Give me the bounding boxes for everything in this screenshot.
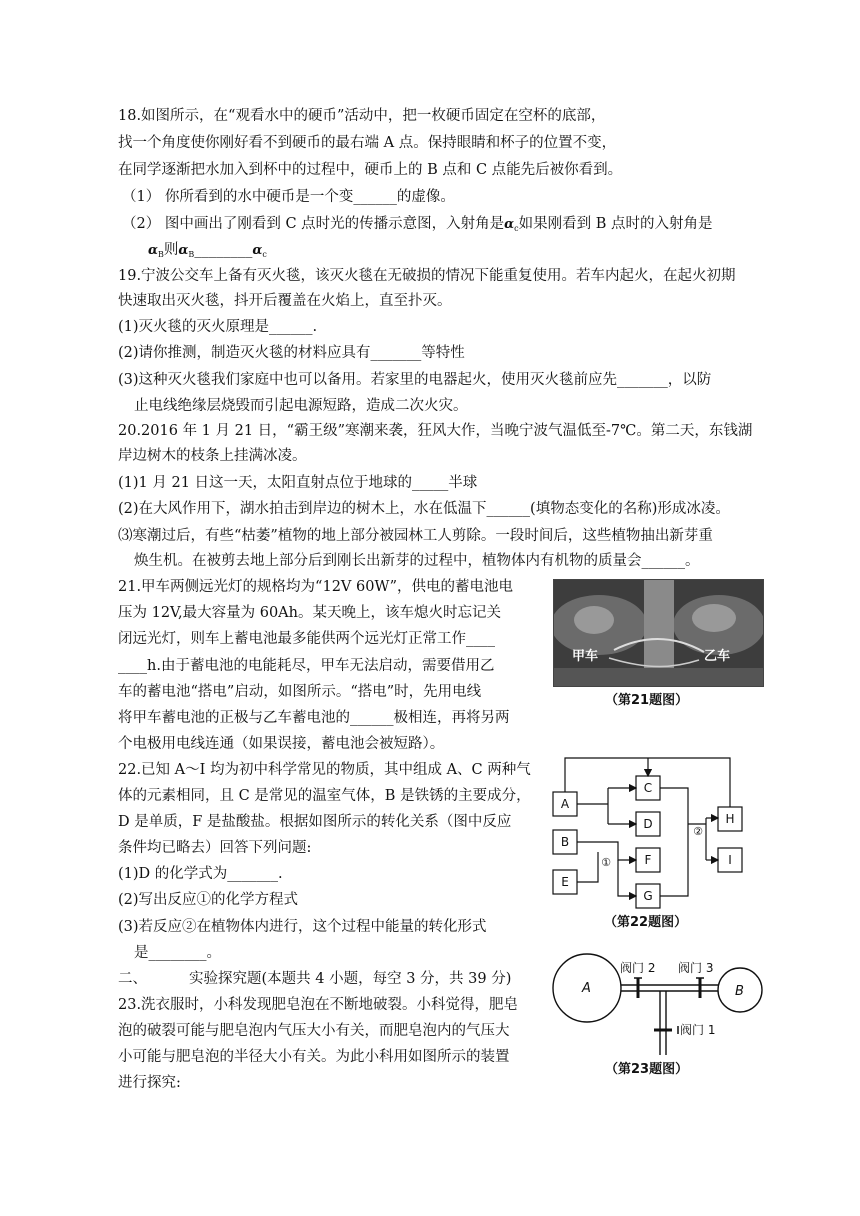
sub-b-2: B [188, 250, 195, 259]
q21-line-6: 将甲车蓄电池的正极与乙车蓄电池的______极相连，再将另两 [118, 710, 510, 726]
section-2-number: 二、 [118, 971, 147, 987]
sub-b: B [158, 250, 164, 259]
q23-caption: （第23题图） [605, 1062, 689, 1077]
box-d-label: D [643, 817, 653, 831]
bubble-a-label: A [582, 981, 591, 996]
q22-line-3: D 是单质，F 是盐酸盐。根据如图所示的转化关系（图中反应 [118, 814, 512, 830]
q21-line-4: ____h.由于蓄电池的电能耗尽，甲车无法启动，需要借用乙 [118, 658, 495, 674]
alpha-c-symbol: α [504, 217, 515, 232]
q22-line-4: 条件均已略去）回答下列问题: [118, 840, 312, 856]
box-b-label: B [560, 835, 570, 849]
q20-sub-3a: ⑶寒潮过后，有些“枯萎”植物的地上部分被园林工人剪除。一段时间后，这些植物抽出新芽重 [118, 528, 713, 544]
box-f-label: F [644, 853, 652, 867]
q19-sub-3a: (3)这种灭火毯我们家庭中也可以备用。若家里的电器起火，使用灭火毯前应先_______，以防 [118, 372, 712, 388]
q18-sub-2 [122, 214, 713, 239]
q18-line-3: 在同学逐渐把水加入到杯中的过程中，硬币上的 B 点和 C 点能先后被你看到。 [118, 162, 623, 178]
section-2-title: 实验探究题(本题共 4 小题，每空 3 分，共 39 分) [189, 971, 512, 987]
q22-caption: （第22题图） [604, 915, 688, 930]
valve-3-label: 阀门 3 [678, 961, 714, 975]
q23-line-4: 进行探究: [118, 1075, 181, 1091]
q21-line-2: 压为 12V,最大容量为 60Ah。某天晚上，该车熄火时忘记关 [118, 605, 501, 621]
bubble-b-label: B [735, 984, 744, 999]
box-c-label: C [643, 781, 653, 795]
q22-line-2: 体的元素相同，且 C 是常见的温室气体，B 是铁锈的主要成分， [118, 788, 531, 804]
answer-blank: ________ [194, 242, 253, 258]
q23-line-1: 23.洗衣服时，小科发现肥皂泡在不断地破裂。小科觉得，肥皂 [118, 997, 519, 1013]
reaction-2-marker: ② [693, 825, 703, 838]
valve-2-label: 阀门 2 [620, 961, 656, 975]
q19-sub-3b: 止电线绝缘层烧毁而引起电源短路，造成二次火灾。 [134, 398, 468, 414]
alpha-b-symbol: α [148, 243, 159, 258]
q20-line-2: 岸边树木的枝条上挂满冰凌。 [118, 448, 307, 464]
valve-1-label: 阀门 1 [680, 1023, 716, 1037]
q21-line-5: 车的蓄电池“搭电”启动，如图所示。“搭电”时，先用电线 [118, 684, 482, 700]
alpha-c-symbol-2: α [252, 243, 263, 258]
then-text: 则 [163, 242, 179, 258]
sub-c-2: c [262, 250, 267, 259]
q19-line-2: 快速取出灭火毯，抖开后覆盖在火焰上，直至扑灭。 [118, 293, 452, 309]
q18-line-1: 18.如图所示，在“观看水中的硬币”活动中，把一枚硬币固定在空杯的底部， [118, 108, 606, 124]
q22-sub-3b: 是________。 [134, 945, 221, 961]
q23-bubble-apparatus [550, 950, 770, 1058]
q20-line-1: 20.2016 年 1 月 21 日，“霸王级”寒潮来袭，狂风大作，当晚宁波气温低至-7℃。第二天，东钱湖 [118, 423, 753, 439]
q18-line-2: 找一个角度使你刚好看不到硬币的最右端 A 点。保持眼睛和杯子的位置不变， [118, 135, 617, 151]
q19-sub-1: (1)灭火毯的灭火原理是______. [118, 319, 318, 335]
q20-sub-1: (1)1 月 21 日这一天，太阳直射点位于地球的_____半球 [118, 475, 478, 491]
q21-line-7: 个电极用电线连通（如果误接，蓄电池会被短路）。 [118, 736, 445, 752]
q21-caption: （第21题图） [605, 693, 689, 708]
q19-line-1: 19.宁波公交车上备有灭火毯，该灭火毯在无破损的情况下能重复使用。若车内起火，在起火初期 [118, 268, 736, 284]
box-g-label: G [643, 889, 653, 903]
section-2-heading [118, 969, 511, 989]
q18-sub-2-text: （2） 图中画出了刚看到 C 点时光的传播示意图，入射角是 [122, 216, 505, 232]
q21-line-1: 21.甲车两侧远光灯的规格均为“12V 60W”，供电的蓄电池电 [118, 579, 514, 595]
q22-sub-3a: (3)若反应②在植物体内进行，这个过程中能量的转化形式 [118, 919, 487, 935]
q23-line-2: 泡的破裂可能与肥皂泡内气压大小有关，而肥皂泡内的气压大 [118, 1023, 510, 1039]
q18-sub-1: （1） 你所看到的水中硬币是一个变______的虚像。 [122, 189, 455, 205]
q21-line-3: 闭远光灯，则车上蓄电池最多能供两个远光灯正常工作____ [118, 631, 495, 647]
q18-sub-2-text-b: 如果刚看到 B 点时的入射角是 [518, 216, 713, 232]
q22-sub-2: (2)写出反应①的化学方程式 [118, 892, 299, 908]
q22-conversion-diagram [548, 752, 760, 912]
q23-line-3: 小可能与肥皂泡的半径大小有关。为此小科用如图所示的装置 [118, 1049, 510, 1065]
box-e-label: E [561, 875, 569, 889]
q20-sub-3b: 焕生机。在被剪去地上部分后到刚长出新芽的过程中，植物体内有机物的质量会______。 [134, 553, 700, 569]
q22-sub-1: (1)D 的化学式为_______. [118, 866, 283, 882]
car-a-label: 甲车 [572, 649, 599, 664]
box-h-label: H [725, 812, 735, 826]
q22-line-1: 22.已知 A～I 均为初中科学常见的物质，其中组成 A、C 两种气 [118, 762, 531, 778]
q20-sub-2: (2)在大风作用下，湖水拍击到岸边的树木上，水在低温下______(填物态变化的名称)形成冰凌。 [118, 501, 730, 517]
car-b-label: 乙车 [704, 649, 731, 664]
q21-photo [553, 579, 764, 687]
box-i-label: I [728, 853, 732, 867]
reaction-1-marker: ① [601, 856, 611, 869]
sub-c: c [514, 224, 519, 233]
car-engines-illustration [554, 580, 763, 686]
q19-sub-2: (2)请你推测，制造灭火毯的材料应具有_______等特性 [118, 345, 465, 361]
box-a-label: A [560, 797, 570, 811]
alpha-b-symbol-2: α [178, 243, 189, 258]
q18-sub-2-cont [148, 240, 267, 265]
